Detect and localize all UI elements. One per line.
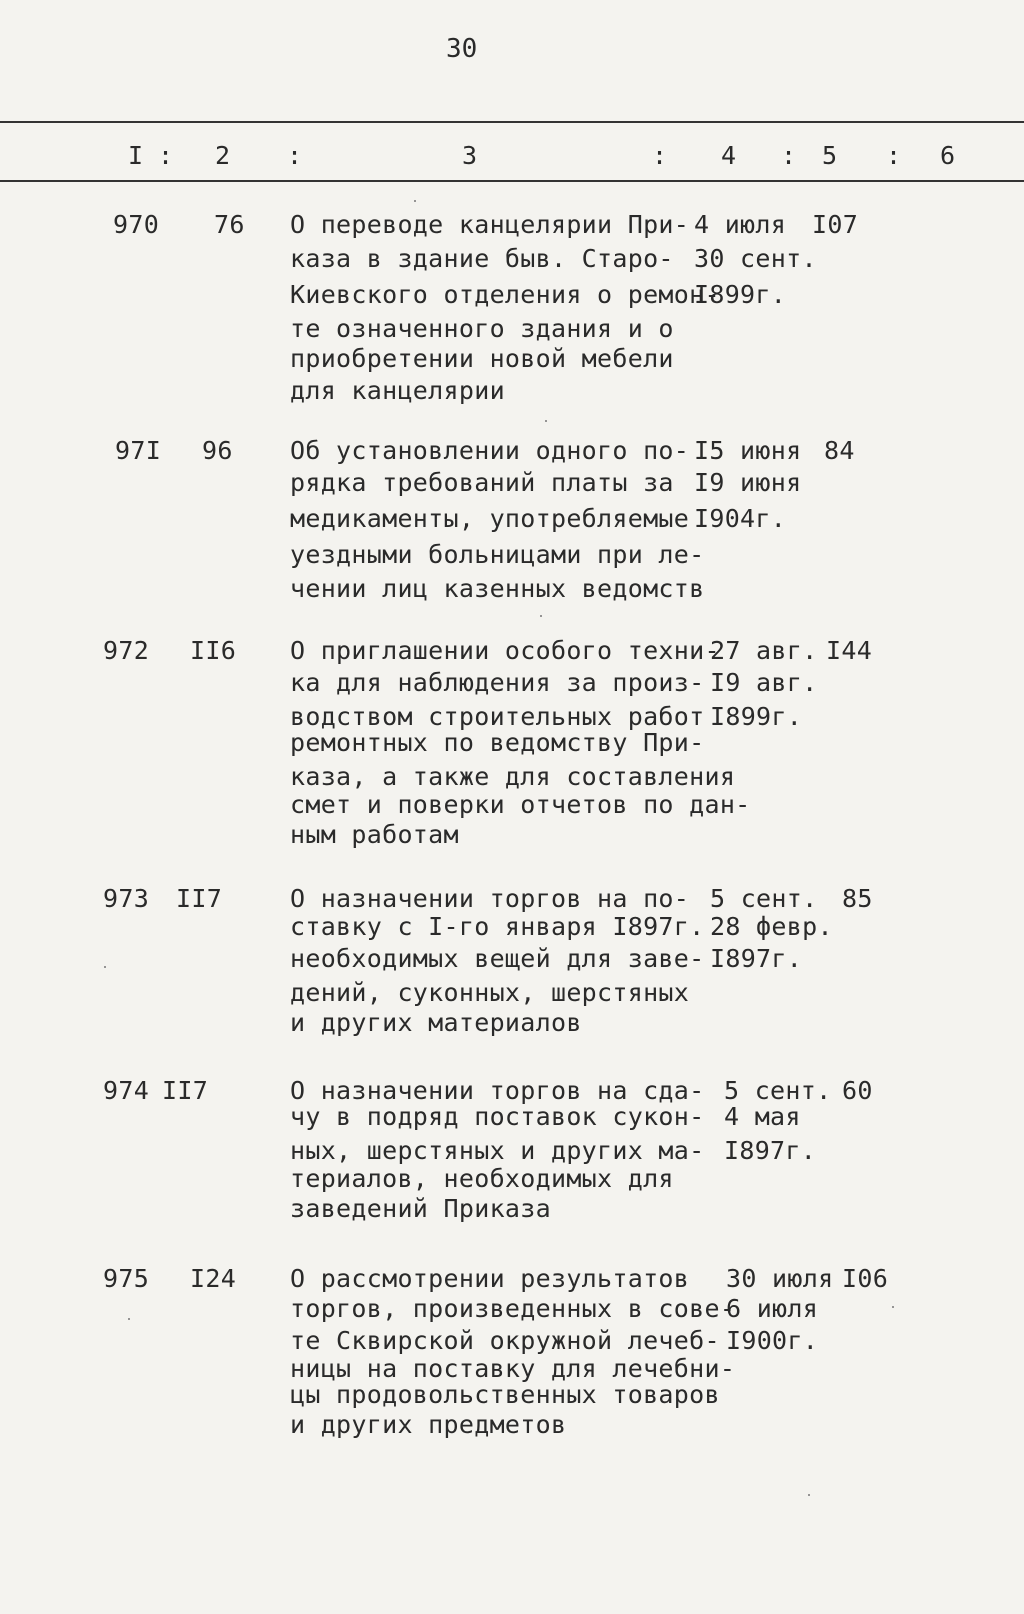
entry-title-line: ных, шерстяных и других ма- — [290, 1136, 705, 1165]
col-sep-1: : — [158, 141, 174, 170]
entry-title-line: торгов, произведенных в сове- — [290, 1294, 736, 1323]
col-header-2: 2 — [215, 141, 231, 170]
entry-file-number: 76 — [214, 210, 245, 239]
entry-file-number: II7 — [176, 884, 223, 913]
col-sep-5: : — [886, 141, 902, 170]
entry-date: 5 сент. — [710, 884, 818, 913]
entry-pages: I07 — [812, 210, 859, 239]
entry-date: I899г. — [710, 702, 803, 731]
entry-title-line: О рассмотрении результатов — [290, 1264, 690, 1293]
entry-date: I9 июня — [694, 468, 802, 497]
entry-pages: 60 — [842, 1076, 873, 1105]
page-number: 30 — [446, 34, 478, 64]
entry-title-line: териалов, необходимых для — [290, 1164, 674, 1193]
entry-date: I897г. — [710, 944, 803, 973]
entry-date: I897г. — [724, 1136, 817, 1165]
col-header-5: 5 — [822, 141, 838, 170]
entry-pages: I44 — [826, 636, 873, 665]
entry-date: 4 мая — [724, 1102, 801, 1131]
entry-date: I9 авг. — [710, 668, 818, 697]
entry-title-line: заведений Приказа — [290, 1194, 551, 1223]
entry-title-line: чении лиц казенных ведомств — [290, 574, 705, 603]
entry-date: 6 июля — [726, 1294, 819, 1323]
entry-date: I899г. — [694, 280, 787, 309]
entry-date: 28 февр. — [710, 912, 833, 941]
entry-date: I900г. — [726, 1326, 819, 1355]
entry-title-line: Об установлении одного по- — [290, 436, 690, 465]
col-sep-4: : — [781, 141, 797, 170]
entry-title-line: ка для наблюдения за произ- — [290, 668, 705, 697]
scan-speck — [414, 200, 416, 202]
entry-title-line: О назначении торгов на сда- — [290, 1076, 705, 1105]
entry-title-line: ремонтных по ведомству При- — [290, 728, 705, 757]
scan-speck — [540, 615, 542, 617]
entry-title-line: цы продовольственных товаров — [290, 1380, 720, 1409]
entry-title-line: ницы на поставку для лечебни- — [290, 1354, 736, 1383]
entry-number: 973 — [103, 884, 150, 913]
entry-pages: 84 — [824, 436, 855, 465]
scan-speck — [808, 1494, 810, 1496]
entry-title-line: для канцелярии — [290, 376, 505, 405]
entry-title-line: водством строительных работ — [290, 702, 705, 731]
entry-title-line: те Сквирской окружной лечеб- — [290, 1326, 720, 1355]
entry-pages: I06 — [842, 1264, 889, 1293]
entry-title-line: О назначении торгов на по- — [290, 884, 690, 913]
entry-date: 5 сент. — [724, 1076, 832, 1105]
entry-date: I5 июня — [694, 436, 802, 465]
col-header-6: 6 — [940, 141, 956, 170]
col-sep-2: : — [287, 141, 303, 170]
entry-title-line: необходимых вещей для заве- — [290, 944, 705, 973]
entry-date: 4 июля — [694, 210, 787, 239]
scan-speck — [128, 1318, 130, 1320]
entry-title-line: смет и поверки отчетов по дан- — [290, 790, 751, 819]
col-header-3: 3 — [462, 141, 478, 170]
entry-number: 97I — [115, 436, 162, 465]
entry-date: I904г. — [694, 504, 787, 533]
entry-file-number: II7 — [162, 1076, 209, 1105]
entry-date: 30 сент. — [694, 244, 817, 273]
entry-title-line: каза, а также для составления — [290, 762, 736, 791]
col-sep-3: : — [652, 141, 668, 170]
entry-title-line: те означенного здания и о — [290, 314, 674, 343]
entry-title-line: ным работам — [290, 820, 459, 849]
entry-date: 30 июля — [726, 1264, 834, 1293]
col-header-4: 4 — [721, 141, 737, 170]
entry-file-number: 96 — [202, 436, 233, 465]
scan-speck — [545, 420, 547, 422]
entry-number: 970 — [113, 210, 160, 239]
entry-title-line: каза в здание быв. Старо- — [290, 244, 674, 273]
entry-number: 972 — [103, 636, 150, 665]
entry-file-number: II6 — [190, 636, 237, 665]
entry-title-line: рядка требований платы за — [290, 468, 674, 497]
entry-title-line: ставку с I-го января I897г. — [290, 912, 705, 941]
scan-speck — [892, 1306, 894, 1308]
scan-speck — [104, 966, 106, 968]
entry-file-number: I24 — [190, 1264, 237, 1293]
entry-title-line: приобретении новой мебели — [290, 344, 674, 373]
entry-title-line: уездными больницами при ле- — [290, 540, 705, 569]
entry-title-line: О приглашении особого техни- — [290, 636, 720, 665]
entry-title-line: медикаменты, употребляемые — [290, 504, 690, 533]
entry-date: 27 авг. — [710, 636, 818, 665]
header-bottom-rule — [0, 180, 1024, 182]
entry-title-line: чу в подряд поставок сукон- — [290, 1102, 705, 1131]
entry-title-line: и других предметов — [290, 1410, 567, 1439]
entry-pages: 85 — [842, 884, 873, 913]
entry-title-line: О переводе канцелярии При- — [290, 210, 690, 239]
entry-number: 975 — [103, 1264, 150, 1293]
header-top-rule — [0, 121, 1024, 123]
entry-title-line: Киевского отделения о ремон- — [290, 280, 720, 309]
entry-number: 974 — [103, 1076, 150, 1105]
entry-title-line: дений, суконных, шерстяных — [290, 978, 690, 1007]
col-header-1: I — [128, 141, 144, 170]
entry-title-line: и других материалов — [290, 1008, 582, 1037]
